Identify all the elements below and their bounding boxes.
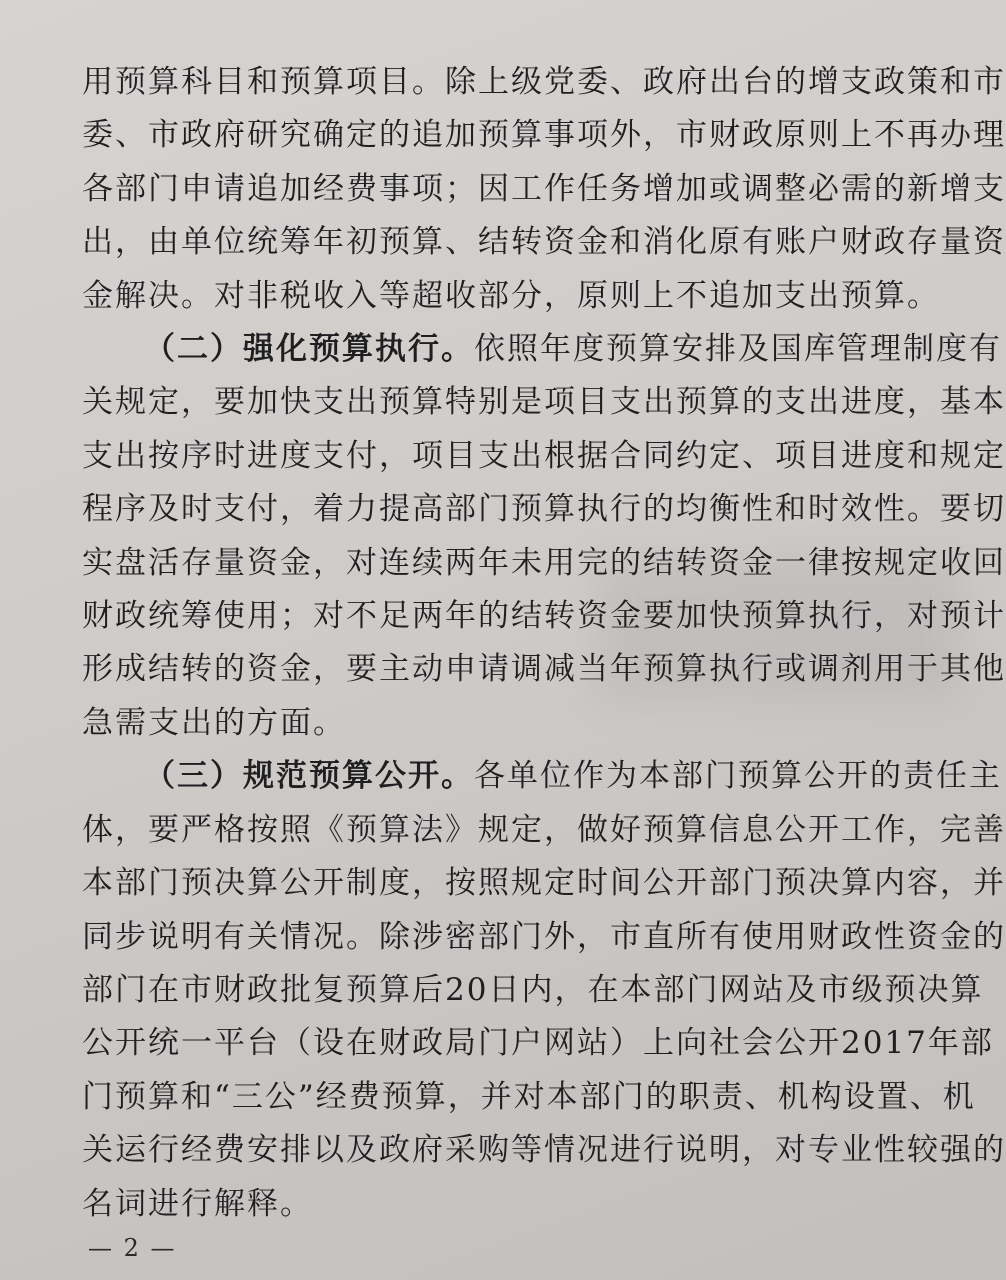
text-run: 依照年度预算安排及国库管理制度有 bbox=[474, 331, 1002, 368]
text-line: 门预算和“三公”经费预算，并对本部门的职责、机构设置、机 bbox=[82, 1078, 976, 1115]
text-line: 出，由单位统筹年初预算、结转资金和消化原有账户财政存量资 bbox=[82, 224, 1006, 261]
text-line: 名词进行解释。 bbox=[82, 1185, 313, 1222]
text-line: 急需支出的方面。 bbox=[82, 704, 346, 741]
text-line: 程序及时支付，着力提高部门预算执行的均衡性和时效性。要切 bbox=[82, 491, 1006, 528]
section-heading: （二）强化预算执行。 bbox=[144, 331, 474, 368]
text-line: 财政统筹使用；对不足两年的结转资金要加快预算执行，对预计 bbox=[82, 598, 1006, 635]
section-heading: （三）规范预算公开。 bbox=[144, 758, 474, 795]
body-text bbox=[82, 56, 1006, 1231]
text-line: 金解决。对非税收入等超收部分，原则上不追加支出预算。 bbox=[82, 277, 940, 314]
text-line: 用预算科目和预算项目。除上级党委、政府出台的增支政策和市 bbox=[82, 64, 1006, 100]
text-line: 实盘活存量资金，对连续两年未用完的结转资金一律按规定收回 bbox=[82, 544, 1006, 581]
text-line: 关规定，要加快支出预算特别是项目支出预算的支出进度，基本 bbox=[82, 384, 1006, 421]
text-line: 委、市政府研究确定的追加预算事项外，市财政原则上不再办理 bbox=[82, 117, 1006, 154]
text-line: 部门在市财政批复预算后20日内，在本部门网站及市级预决算 bbox=[82, 971, 984, 1008]
text-line: 体，要严格按照《预算法》规定，做好预算信息公开工作，完善 bbox=[82, 811, 1006, 848]
text-line: 关运行经费安排以及政府采购等情况进行说明，对专业性较强的 bbox=[82, 1132, 1006, 1169]
text-line: 同步说明有关情况。除涉密部门外，市直所有使用财政性资金的 bbox=[82, 918, 1006, 955]
text-line: 本部门预决算公开制度，按照规定时间公开部门预决算内容，并 bbox=[82, 865, 1006, 902]
text-line: 公开统一平台（设在财政局门户网站）上向社会公开2017年部 bbox=[82, 1025, 994, 1062]
page-number: — 2 — bbox=[88, 1234, 177, 1262]
text-line: 支出按序时进度支付，项目支出根据合同约定、项目进度和规定 bbox=[82, 437, 1006, 474]
text-line: 各部门申请追加经费事项；因工作任务增加或调整必需的新增支 bbox=[82, 170, 1006, 207]
text-run: 各单位作为本部门预算公开的责任主 bbox=[474, 758, 1002, 795]
text-line: 形成结转的资金，要主动申请调减当年预算执行或调剂用于其他 bbox=[82, 651, 1006, 688]
paragraph-first-line bbox=[82, 750, 1002, 803]
paragraph-first-line bbox=[82, 323, 1002, 376]
